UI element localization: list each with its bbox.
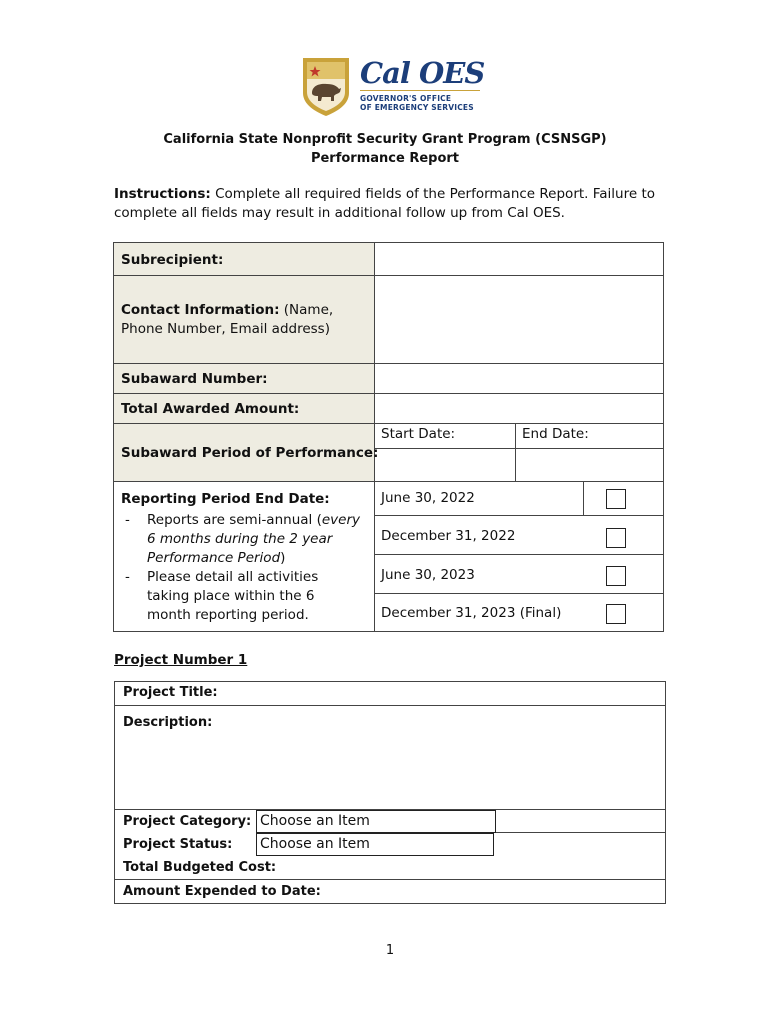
checkbox-column-divider — [583, 481, 584, 515]
logo-subtitle-1: GOVERNOR'S OFFICE — [360, 94, 452, 103]
project-table — [114, 681, 666, 904]
start-date-label: Start Date: — [381, 426, 456, 442]
subaward-number-label: Subaward Number: — [121, 371, 268, 387]
description-field[interactable] — [225, 707, 663, 807]
instructions-lead: Instructions: — [114, 186, 211, 202]
contact-label: Contact Information: (Name, Phone Number, Email address) — [121, 302, 334, 337]
total-awarded-label: Total Awarded Amount: — [121, 401, 300, 417]
reporting-label: Reporting Period End Date: — [121, 491, 330, 507]
description-label: Description: — [123, 715, 213, 730]
project-title-label: Project Title: — [123, 685, 218, 700]
row-divider — [114, 481, 663, 482]
period-option-label: June 30, 2023 — [381, 567, 475, 583]
checkbox-june-2023[interactable] — [606, 566, 626, 586]
logo-subtitle-2: OF EMERGENCY SERVICES — [360, 103, 474, 112]
period-option-label: December 31, 2023 (Final) — [381, 605, 562, 621]
page-number: 1 — [385, 943, 395, 958]
row-divider — [374, 554, 663, 555]
logo-brand: Cal OES — [360, 56, 485, 90]
subaward-number-field[interactable] — [376, 364, 662, 392]
row-divider — [114, 423, 663, 424]
project-title-field[interactable] — [225, 683, 663, 704]
instructions — [114, 185, 674, 223]
end-date-label: End Date: — [522, 426, 589, 442]
total-awarded-field[interactable] — [376, 394, 662, 422]
row-divider — [115, 879, 665, 880]
cal-oes-seal-icon — [300, 55, 352, 117]
end-date-field[interactable] — [517, 449, 662, 480]
checkbox-december-2022[interactable] — [606, 528, 626, 548]
amount-expended-label: Amount Expended to Date: — [123, 884, 321, 899]
total-budgeted-label: Total Budgeted Cost: — [123, 860, 277, 875]
period-label: Subaward Period of Performance: — [121, 445, 379, 461]
row-divider — [496, 832, 665, 833]
document-title: California State Nonprofit Security Grant Program (CSNSGP) — [163, 132, 607, 147]
start-date-field[interactable] — [376, 449, 514, 480]
project-category-label: Project Category: — [123, 814, 252, 829]
row-divider — [374, 593, 663, 594]
row-divider — [374, 515, 663, 516]
logo-rule — [360, 90, 480, 91]
document-subtitle: Performance Report — [310, 151, 460, 166]
column-divider — [374, 243, 375, 631]
project-status-dropdown[interactable]: Choose an Item — [256, 833, 494, 856]
reporting-notes — [121, 511, 361, 625]
row-divider — [115, 705, 665, 706]
subrecipient-field[interactable] — [376, 244, 662, 274]
reporting-note-2: - Please detail all activities taking place within the 6 month reporting period. — [125, 569, 319, 623]
reporting-note-1: - Reports are semi-annual (every 6 months during the 2 year Performance Period) — [125, 512, 360, 566]
cal-oes-logo — [300, 55, 485, 117]
checkbox-december-2023-final[interactable] — [606, 604, 626, 624]
project-category-dropdown[interactable]: Choose an Item — [256, 810, 496, 833]
instructions-text: Complete all required fields of the Performance Report. Failure to complete all fields may result in additional follow up from Cal OES. — [114, 186, 655, 221]
project-status-label: Project Status: — [123, 837, 233, 852]
period-option-label: June 30, 2022 — [381, 490, 475, 506]
contact-field[interactable] — [376, 276, 662, 362]
project-heading: Project Number 1 — [114, 652, 248, 668]
date-divider — [515, 423, 516, 481]
checkbox-june-2022[interactable] — [606, 489, 626, 509]
subrecipient-label: Subrecipient: — [121, 252, 224, 268]
period-option-label: December 31, 2022 — [381, 528, 516, 544]
